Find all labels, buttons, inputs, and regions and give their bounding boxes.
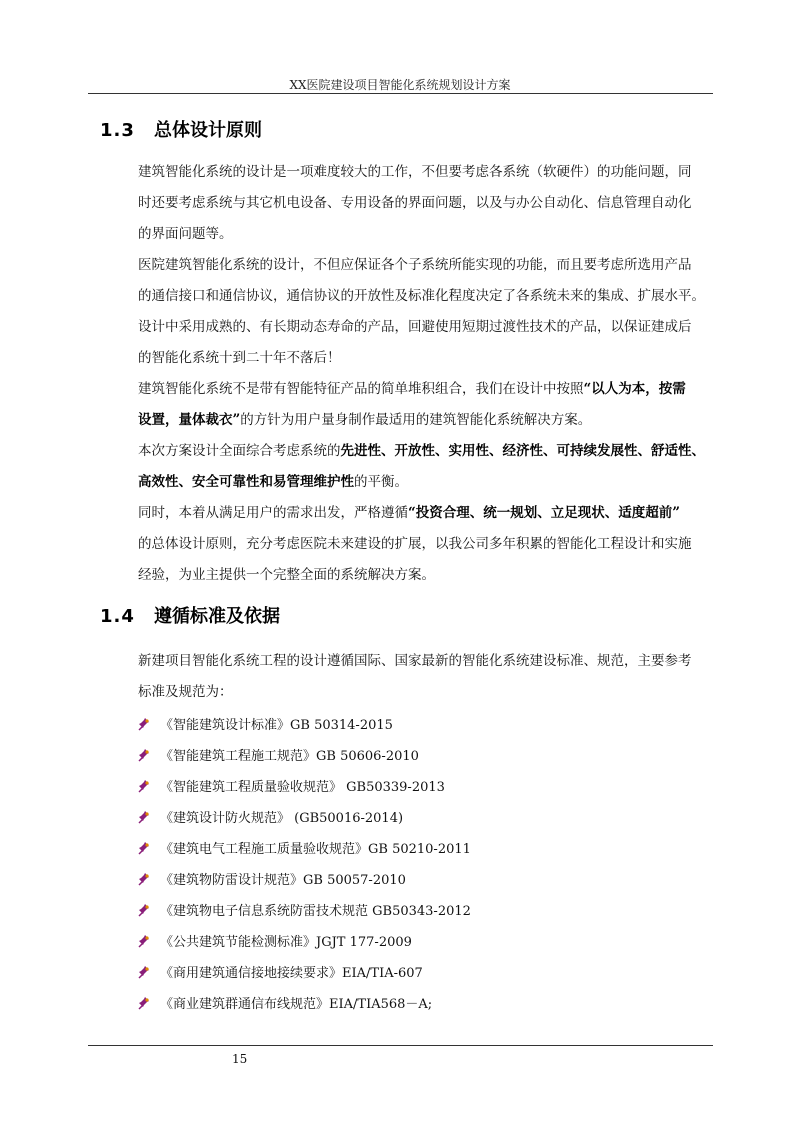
paragraph-line: 的界面问题等。 bbox=[138, 226, 233, 242]
list-item bbox=[138, 739, 471, 770]
paragraph-line: 经验，为业主提供一个完整全面的系统解决方案。 bbox=[138, 567, 435, 583]
paragraph-line: 新建项目智能化系统工程的设计遵循国际、国家最新的智能化系统建设标准、规范，主要参考 bbox=[138, 653, 692, 669]
pushpin-icon bbox=[138, 903, 152, 917]
header-rule bbox=[88, 93, 713, 94]
pushpin-icon bbox=[138, 748, 152, 762]
paragraph-line: 的总体设计原则，充分考虑医院未来建设的扩展，以我公司多年积累的智能化工程设计和实施 bbox=[138, 536, 692, 552]
section-heading-1-4 bbox=[100, 602, 280, 628]
text-run: 的平衡。 bbox=[354, 474, 408, 490]
list-item bbox=[138, 863, 471, 894]
standard-label: 《建筑物电子信息系统防雷技术规范 GB50343-2012 bbox=[160, 904, 471, 919]
standard-label: 《建筑物防雷设计规范》GB 50057-2010 bbox=[160, 873, 406, 888]
standard-label: 《建筑电气工程施工质量验收规范》GB 50210-2011 bbox=[160, 842, 471, 857]
standard-label: 《公共建筑节能检测标准》JGJT 177-2009 bbox=[160, 935, 412, 950]
paragraph-line bbox=[138, 436, 716, 467]
list-item bbox=[138, 708, 471, 739]
section-number: 1.3 bbox=[100, 120, 135, 141]
text-run: 同时，本着从满足用户的需求出发，严格遵循 bbox=[138, 505, 408, 521]
standard-label: 《智能建筑工程施工规范》GB 50606-2010 bbox=[160, 749, 419, 764]
pushpin-icon bbox=[138, 872, 152, 886]
paragraph-1 bbox=[138, 157, 716, 250]
paragraph-line bbox=[138, 374, 716, 405]
paragraph-2 bbox=[138, 250, 716, 312]
section-number: 1.4 bbox=[100, 606, 135, 627]
section-title: 总体设计原则 bbox=[154, 120, 262, 141]
list-item bbox=[138, 832, 471, 863]
paragraph-line bbox=[138, 405, 716, 436]
pushpin-icon bbox=[138, 810, 152, 824]
emphasis-text: “投资合理、统一规划、立足现状、适度超前” bbox=[408, 505, 681, 521]
emphasis-text: 设置，量体裁衣” bbox=[138, 412, 241, 428]
paragraph-line bbox=[138, 498, 716, 529]
standard-label: 《商用建筑通信接地接续要求》EIA/TIA-607 bbox=[160, 966, 423, 981]
emphasis-text: 高效性、安全可靠性和易管理维护性 bbox=[138, 474, 354, 490]
page-number: 15 bbox=[232, 1052, 248, 1066]
paragraph-line bbox=[138, 467, 716, 498]
emphasis-text: 先进性、开放性、实用性、经济性、可持续发展性、舒适性、 bbox=[340, 443, 705, 459]
list-item bbox=[138, 894, 471, 925]
standard-label: 《商业建筑群通信布线规范》EIA/TIA568－A; bbox=[160, 997, 433, 1012]
paragraph-line: 标准及规范为： bbox=[138, 684, 233, 700]
standard-label: 《建筑设计防火规范》 (GB50016-2014) bbox=[160, 811, 404, 826]
pushpin-icon bbox=[138, 934, 152, 948]
standards-list bbox=[138, 708, 471, 1018]
paragraph-4 bbox=[138, 374, 716, 436]
pushpin-icon bbox=[138, 996, 152, 1010]
pushpin-icon bbox=[138, 965, 152, 979]
text-run: 本次方案设计全面综合考虑系统的 bbox=[138, 443, 341, 459]
paragraph-line: 设计中采用成熟的、有长期动态寿命的产品，回避使用短期过渡性技术的产品，以保证建成后 bbox=[138, 319, 692, 335]
pushpin-icon bbox=[138, 717, 152, 731]
section-heading-1-3 bbox=[100, 116, 262, 142]
section-title: 遵循标准及依据 bbox=[154, 606, 280, 627]
text-run: 建筑智能化系统不是带有智能特征产品的简单堆积组合，我们在设计中按照 bbox=[138, 381, 584, 397]
paragraph-line: 时还要考虑系统与其它机电设备、专用设备的界面问题，以及与办公自动化、信息管理自动化 bbox=[138, 195, 692, 211]
paragraph-line: 的通信接口和通信协议，通信协议的开放性及标准化程度决定了各系统未来的集成、扩展水平。 bbox=[138, 288, 705, 304]
list-item bbox=[138, 925, 471, 956]
paragraph-line: 建筑智能化系统的设计是一项难度较大的工作，不但要考虑各系统（软硬件）的功能问题，同 bbox=[138, 164, 692, 180]
standard-label: 《智能建筑工程质量验收规范》 GB50339-2013 bbox=[160, 780, 445, 795]
paragraph-line: 的智能化系统十到二十年不落后！ bbox=[138, 350, 341, 366]
list-item bbox=[138, 956, 471, 987]
paragraph-line: 医院建筑智能化系统的设计，不但应保证各个子系统所能实现的功能，而且要考虑所选用产品 bbox=[138, 257, 692, 273]
emphasis-text: “以人为本，按需 bbox=[583, 381, 686, 397]
paragraph-6 bbox=[138, 498, 716, 591]
running-header: XX医院建设项目智能化系统规划设计方案 bbox=[289, 78, 511, 92]
paragraph-5 bbox=[138, 436, 716, 498]
pushpin-icon bbox=[138, 779, 152, 793]
list-item bbox=[138, 770, 471, 801]
text-run: 的方针为用户量身制作最适用的建筑智能化系统解决方案。 bbox=[240, 412, 592, 428]
footer-rule bbox=[88, 1045, 713, 1046]
list-item bbox=[138, 987, 471, 1018]
pushpin-icon bbox=[138, 841, 152, 855]
list-item bbox=[138, 801, 471, 832]
paragraph-standards-intro bbox=[138, 646, 716, 708]
standard-label: 《智能建筑设计标准》GB 50314-2015 bbox=[160, 718, 393, 733]
paragraph-3 bbox=[138, 312, 716, 374]
